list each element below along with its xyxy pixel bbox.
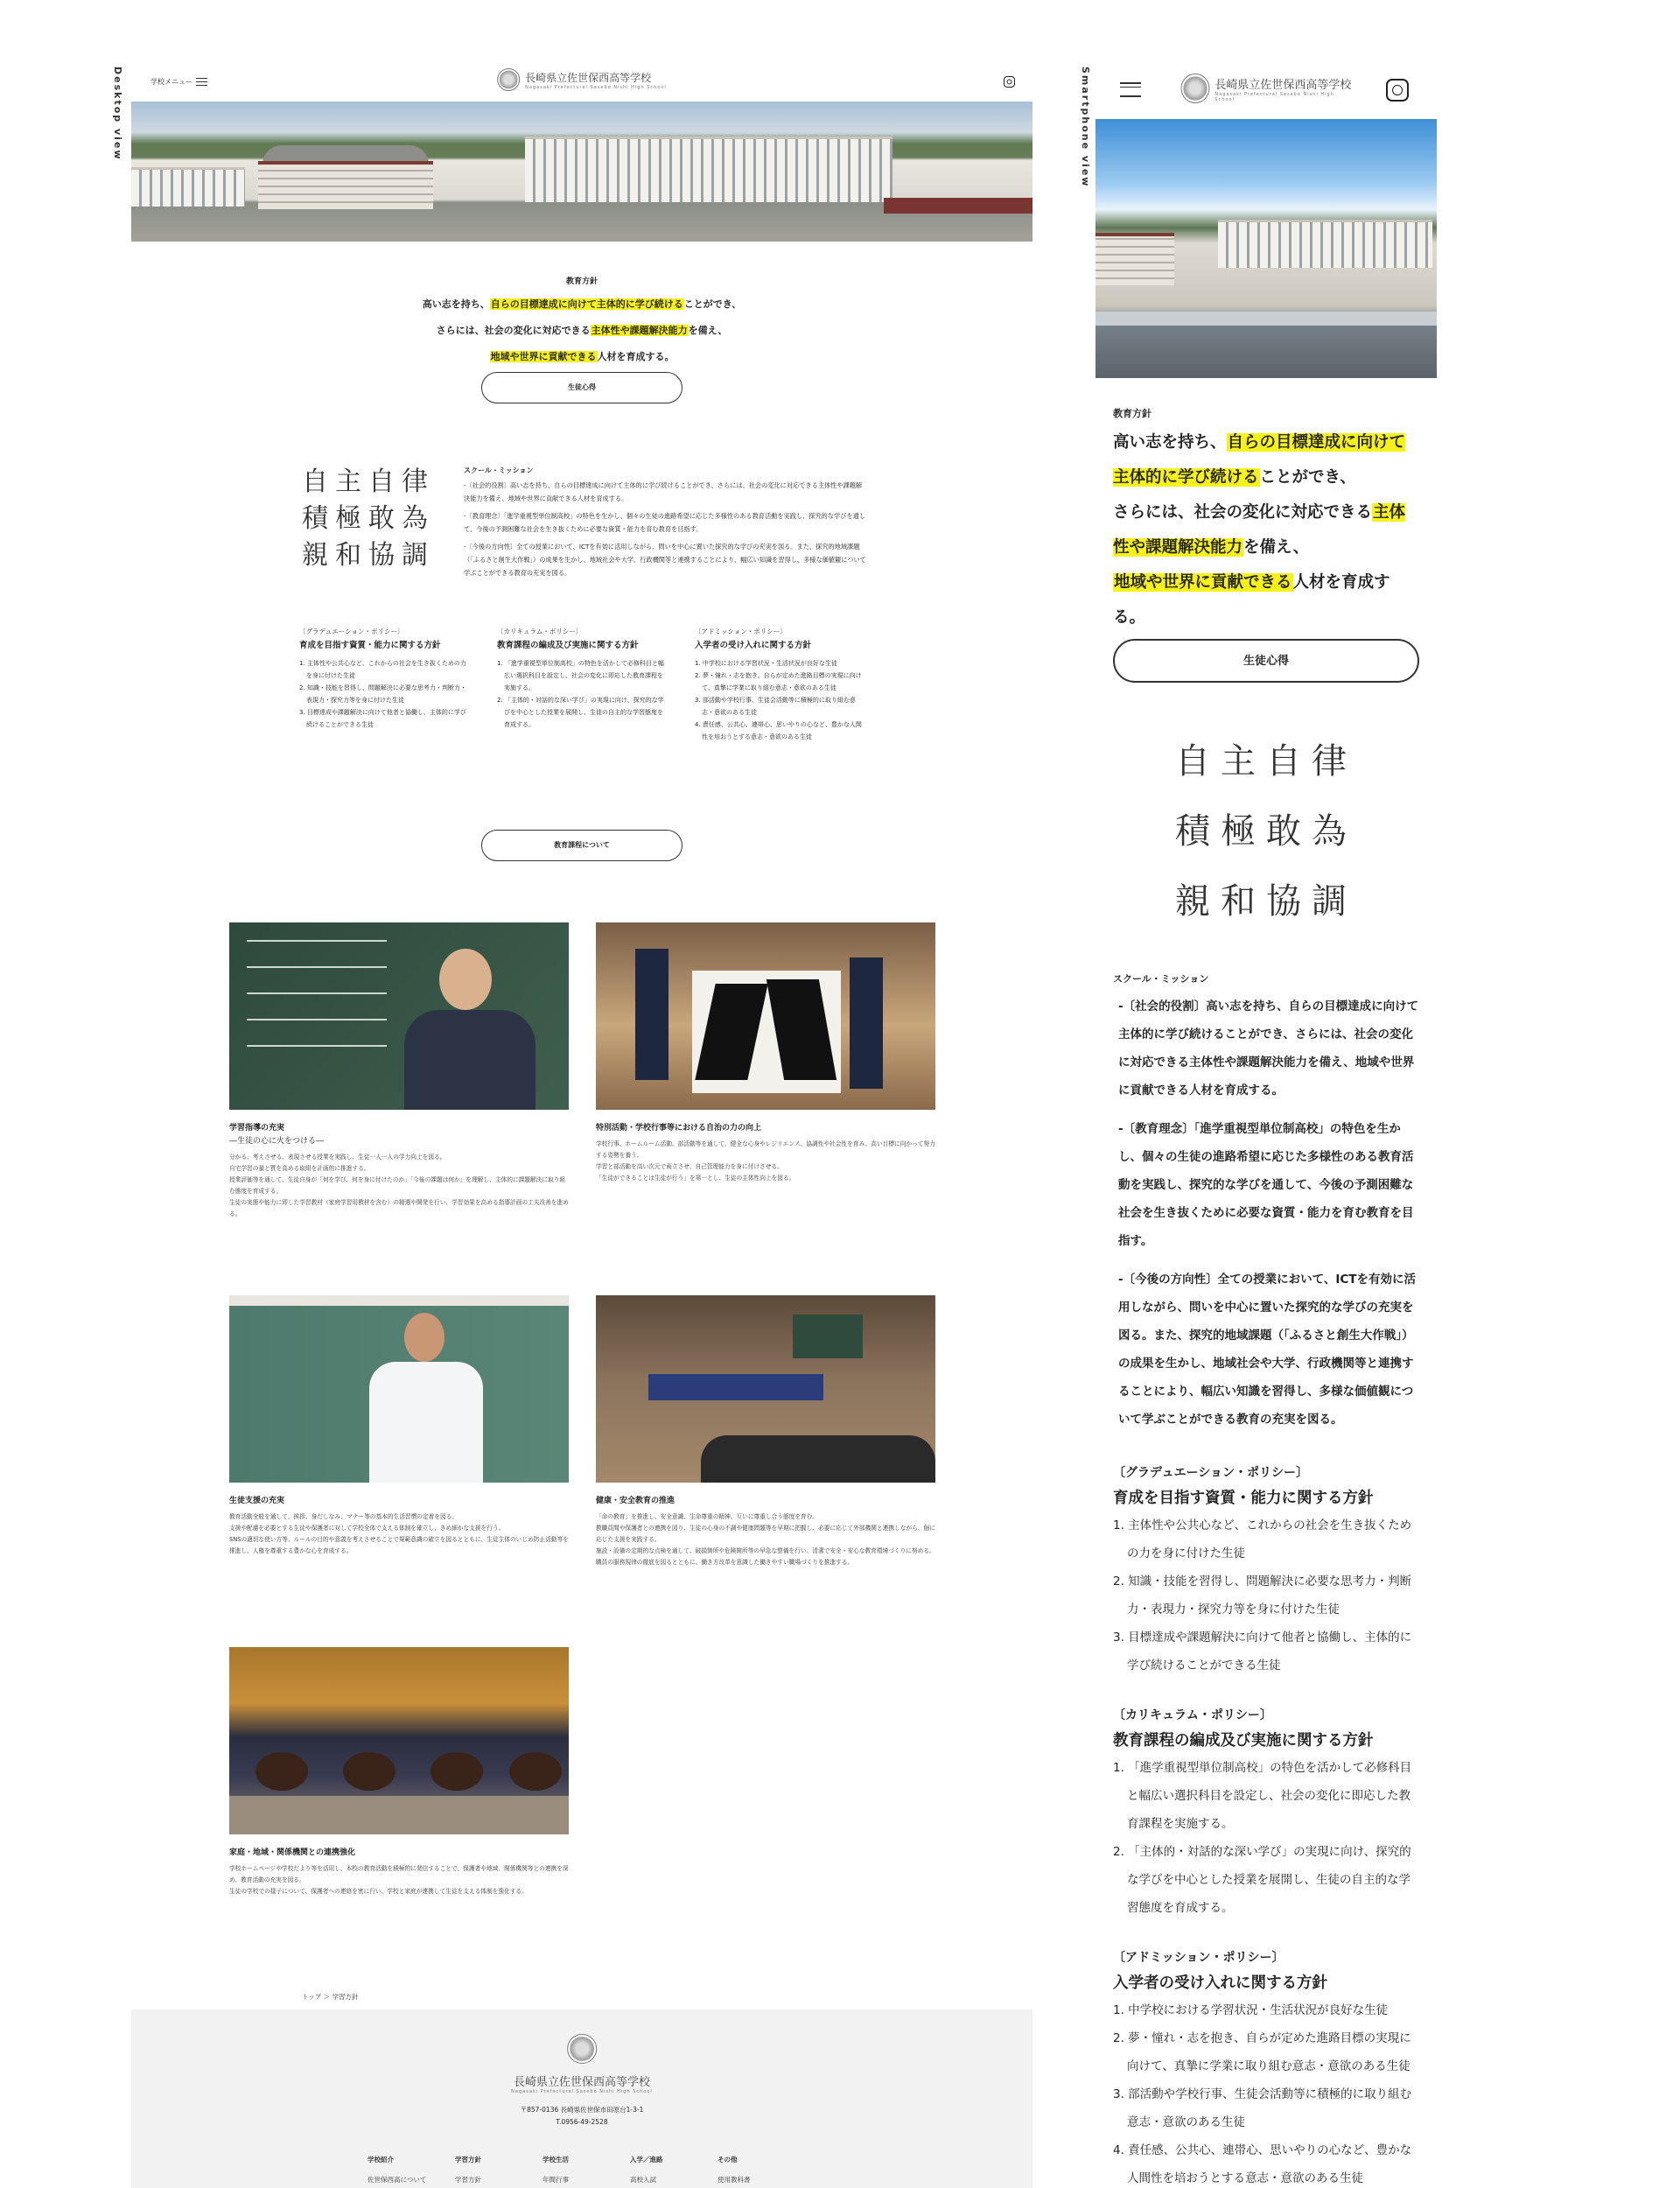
card-body: 学校行事、ホームルーム活動、部活動等を通して、健全な心身やレジリエンス、協調性や社会性を育み、高い目標に向かって努力する姿勢を養う。 学習と部活動を高い次元で両立させ、自己管理能力を身に付けさせる。 「生徒ができることは生徒が行う」を第一とし、生徒の主体性向上を図る。 (596, 1140, 935, 1182)
curriculum-button[interactable]: 教育課程について (481, 830, 682, 861)
card-body: 教育活動全般を通して、挨拶、身だしなみ、マナー等の基本的生活習慣の定着を図る。 支援や配慮を必要とする生徒や保護者に対して学校全体で支える体制を確立し、きめ細かな支援を行う。 SNSの適切な使い方等、ルールの目的や意義を考えさせることで規範意識の確立を図るとともに、生徒主体のいじめ防止活動等を推進し、人権を尊重する豊かな心を育成する。 (229, 1513, 569, 1554)
motto-line: 親和協調 (1175, 881, 1357, 922)
highlight: 自らの目標達成に向けて主体的に学び続ける (490, 298, 683, 310)
motto-line: 積極敢為 (302, 503, 435, 534)
card-body: 「命の教育」を推進し、安全意識、生命尊重の精神、互いに尊重し合う態度を育む。 教職員間や保護者との連携を図り、生徒の心身の不調や健康問題等を早期に把握し、必要に応じて外部機関と連携しながら、個に応じた支援を実践する。 施設・設備の定期的な点検を通して、破損箇所や危険箇所等の早急な整備を行い、清潔で安全・安心な教育環境づくりに努める。 職員の服務規律の徹底を図るとともに、働き方改革を意識した働きやすい職場づくりを推進する。 (596, 1513, 935, 1566)
footer-link[interactable]: 佐世保西高について (368, 2176, 427, 2184)
house-roof (884, 198, 1032, 214)
teacher-photo (229, 922, 569, 1110)
menu-label: 学校メニュー (150, 78, 192, 86)
footer-col: その他 使用教科書 (718, 2156, 751, 2184)
card-safety (596, 1295, 935, 1568)
mission-item: -〔今後の方向性〕全ての授業において、ICTを有効に活用しながら、問いを中心に置いた探究的な学びの充実を図る。また、探究的地域課題（「ふるさと創生大作戦」）の成果を生かし、地域社会や大学、行政機関等と連携することにより、幅広い知識を習得し、多様な価値観について学ぶことができる教育の充実を図る。 (464, 543, 866, 577)
mission-item: -〔教育理念〕「進学重視型単位制高校」の特色を生かし、個々の生徒の進路希望に応じた多様性のある教育活動を実践し、探究的な学びを通して、今後の予測困難な社会を生き抜くために必要な資質・能力を育む教育を目指す。 (464, 512, 866, 533)
highlight: 自らの目標達成に向けて主体的に学び続ける (1113, 433, 1406, 487)
student-rules-button[interactable]: 生徒心得 (481, 372, 682, 403)
hero-image (1096, 119, 1437, 378)
crest-icon (567, 2034, 597, 2064)
footer-address: 〒857-0136 長崎県佐世保市田原台1-3-1 (520, 2106, 644, 2114)
highlight: 主体性や課題解決能力 (591, 325, 688, 336)
school-name: 長崎県立佐世保西高等学校 (525, 71, 652, 84)
card-title: 生徒支援の充実 (229, 1497, 285, 1505)
admission-policy: 〔アドミッション・ポリシー〕 入学者の受け入れに関する方針 1. 中学校における学習状況・生活状況が良好な生徒 2. 夢・憧れ・志を抱き、自らが定めた進路目標の実現に向けて、真摯に学業に取り組む意志・意欲のある生徒 3. 部活動や学校行事、生徒会活動等に積極的に取り組む意志・意欲のある生徒 4. 責任感、公共心、連帯心、思いやりの心など、豊かな人間性を培おうとする意志・意欲のある生徒 (695, 628, 862, 740)
motto-line: 自主自律 (1175, 741, 1357, 782)
card-title: 家庭・地域・関係機関との連携強化 (229, 1848, 356, 1857)
teacher-speaking-photo (229, 1295, 569, 1483)
card-community (229, 1647, 569, 1897)
school-building-left (131, 167, 245, 207)
calligraphy-photo (596, 922, 935, 1110)
curriculum-policy: 〔カリキュラム・ポリシー〕 教育課程の編成及び実施に関する方針 1. 「進学重視型単位制高校」の特色を活かして必修科目と幅広い選択科目を設定し、社会の変化に即応した教育課程を実施する。 2. 「主体的・対話的な深い学び」の実現に向け、探究的な学びを中心とした授業を展開し、生徒の自主的な学習態度を育成する。 (497, 628, 664, 728)
mission-item: -〔教育理念〕「進学重視型単位制高校」の特色を生かし、個々の生徒の進路希望に応じた多様性のある教育活動を実践し、探究的な学びを通して、今後の予測困難な社会を生き抜くために必要な資質・能力を育む教育を目指す。 (1118, 1122, 1414, 1248)
school-mission (464, 466, 866, 584)
policy-label: 教育方針 (1113, 408, 1152, 419)
school-building-main (525, 137, 892, 202)
footer-col: 入学／進路 高校入試 (630, 2156, 663, 2184)
menu-button[interactable] (150, 77, 207, 87)
desktop-frame (131, 61, 1032, 2188)
policy-statement: 高い志を持ち、自らの目標達成に向けて主体的に学び続けることができ、 さらには、社会の変化に対応できる主体性や課題解決能力を備え、 地域や世界に貢献できる人材を育成する。 (422, 298, 742, 362)
card-activities (596, 922, 935, 1184)
mission-item: -〔今後の方向性〕全ての授業において、ICTを有効に活用しながら、問いを中心に置いた探究的な学びの充実を図る。また、探究的地域課題（「ふるさと創生大作戦」）の成果を生かし、地域社会や大学、行政機関等と連携することにより、幅広い知識を習得し、多様な価値観について学ぶことができる教育の充実を図る。 (1118, 1273, 1416, 1427)
breadcrumb[interactable]: トップ ＞ 学習方針 (302, 1993, 359, 2001)
motto (302, 464, 435, 574)
card-title: 特別活動・学校行事等における自治の力の向上 (596, 1124, 762, 1133)
footer-col: 学習方針 学習方針 (455, 2156, 481, 2184)
card-body: 学校ホームページや学校だより等を活用し、本校の教育活動を積極的に発信することで、保護者や地域、関係機関等との連携を深め、教育活動の充実を図る。 生徒の学校での様子について、保護者への連絡を密に行い、学校と家庭が連携して生徒を支える体制を強化する。 (229, 1865, 569, 1895)
card-support (229, 1295, 569, 1557)
policy-section (131, 242, 1032, 403)
site-header (131, 61, 1032, 102)
card-subtitle: ―生徒の心に火をつける― (229, 1137, 325, 1146)
graduation-policy: 〔グラデュエーション・ポリシー〕 育成を目指す資質・能力に関する方針 1. 主体性や公共心など、これからの社会を生き抜くための力を身に付けた生徒 2. 知識・技能を習得し、問題解決に必要な思考力・判断力・表現力・探究力等を身に付けた生徒 3. 目標達成や課題解決に向けて他者と協働し、主体的に学び続けることができる生徒 (299, 628, 466, 728)
footer-link[interactable]: 使用教科書 (718, 2176, 751, 2184)
footer-link[interactable]: 高校入試 (630, 2176, 656, 2184)
crest-icon (1181, 74, 1210, 103)
footer-col: 学校紹介 佐世保西高について (368, 2156, 427, 2184)
gym-building (1096, 233, 1174, 285)
motto (1096, 726, 1437, 936)
footer-link[interactable]: 年間行事 (542, 2176, 569, 2184)
hero-image (131, 102, 1032, 242)
footer-link[interactable]: 学習方針 (455, 2176, 481, 2184)
highlight: 地域や世界に貢献できる (490, 351, 597, 362)
mobile-header (1096, 61, 1437, 117)
footer-col: 学校生活 年間行事 (542, 2156, 569, 2184)
guard-rail (1096, 312, 1437, 326)
card-body: 分かる、考えさせる、表現させる授業を実践し、生徒一人一人の学力向上を図る。 自宅学習の量と質を高める取組を計画的に推進する。 授業評価等を通して、生徒自身が「何を学び、何を身に付けたのか」「今後の課題は何か」を理解し、主体的に課題解決に取り組む態度を育成する。 生徒の実態や能力に即した学習教材（家庭学習用教材を含む）の精選や開発を行い、学習効果を高める指導計画の工夫改善を進める。 (229, 1154, 569, 1217)
smartphone-view-label: Smartphone view (1080, 67, 1091, 188)
site-logo[interactable]: 長崎県立佐世保西高等学校 Nagasaki Prefectural Sasebo Nishi High School (1181, 74, 1352, 103)
desktop-view-label: Desktop view (112, 67, 123, 161)
motto-line: 積極敢為 (1175, 811, 1357, 852)
mission-item: -〔社会的役割〕高い志を持ち、自らの目標達成に向けて主体的に学び続けることができ、さらには、社会の変化に対応できる主体性や課題解決能力を備え、地域や世界に貢献できる人材を育成する。 (464, 481, 863, 502)
mission-item: -〔社会的役割〕高い志を持ち、自らの目標達成に向けて主体的に学び続けることができ、さらには、社会の変化に対応できる主体性や課題解決能力を備え、地域や世界に貢献できる人材を育成する。 (1118, 999, 1419, 1098)
smartphone-frame (1096, 61, 1437, 2188)
crest-icon (497, 68, 520, 91)
card-title: 学習指導の充実 (229, 1124, 285, 1133)
footer (131, 2009, 1032, 2188)
gym-building (258, 161, 433, 209)
school-mission (1096, 971, 1437, 1434)
card-title: 健康・安全教育の推進 (596, 1497, 676, 1505)
taiko-photo (229, 1647, 569, 1834)
highlight: 地域や世界に貢献できる (1114, 573, 1292, 592)
hamburger-icon (196, 78, 207, 86)
mission-title: スクール・ミッション (464, 466, 534, 474)
site-logo[interactable] (497, 68, 667, 91)
policy-section (1096, 406, 1437, 683)
highlight: 主体性や課題解決能力 (1113, 503, 1406, 557)
instagram-icon[interactable] (1386, 79, 1409, 102)
mission-title: スクール・ミッション (1113, 973, 1209, 985)
footer-logo[interactable]: 長崎県立佐世保西高等学校 Nagasaki Prefectural Sasebo Nishi High School 〒857-0136 長崎県佐世保市田原台1-3-1 T.0956-49-2528 (511, 2034, 653, 2126)
policies: 〔グラデュエーション・ポリシー〕 育成を目指す資質・能力に関する方針 1. 主体性や公共心など、これからの社会を生き抜くための力を身に付けた生徒 2. 知識・技能を習得し、問題解決に必要な思考力・判断力・表現力・探究力等を身に付けた生徒 3. 目標達成や課題解決に向けて他者と協働し、主体的に学び続けることができる生徒 〔カリキュラム・ポリシー〕 教育課程の編成及び実施に関する方針 1. 「進学重視型単位制高校」の特色を活かして必修科目と幅広い選択科目を設定し、社会の変化に即応した教育課程を実施する。 2. 「主体的・対話的な深い学び」の実現に向け、探究的な学びを中心とした授業を展開し、生徒の自主的な学習態度を育成する。 〔アドミッション・ポリシー〕 入学者の受け入れに関する方針 1. 中学校における学習状況・生活状況が良好な生徒 2. 夢・憧れ・志を抱き、自らが定めた進路目標の実現に向けて、真摯に学業に取り組む意志・意欲のある生徒 3. 部活動や学校行事、生徒会活動等に積極的に取り組む意志・意欲のある生徒 4. 責任感、公共心、連帯心、思いやりの心など、豊かな人間性を培おうとする意志・意欲のある生徒 (1113, 1466, 1412, 2185)
student-rules-button[interactable]: 生徒心得 (1113, 639, 1419, 683)
footer-tel: T.0956-49-2528 (556, 2118, 608, 2126)
safety-class-photo (596, 1295, 935, 1483)
card-study (229, 922, 569, 1220)
instagram-icon[interactable] (1004, 76, 1015, 88)
school-name-en: Nagasaki Prefectural Sasebo Nishi High School (525, 84, 667, 90)
hamburger-icon[interactable] (1120, 82, 1141, 97)
policy-label: 教育方針 (565, 277, 598, 286)
motto-line: 自主自律 (302, 466, 435, 497)
policy-statement: 高い志を持ち、自らの目標達成に向けて主体的に学び続けることができ、 さらには、社会の変化に対応できる主体性や課題解決能力を備え、 地域や世界に貢献できる人材を育成する。 (1113, 433, 1406, 627)
motto-line: 親和協調 (302, 540, 435, 571)
school-building-main (1218, 220, 1432, 268)
